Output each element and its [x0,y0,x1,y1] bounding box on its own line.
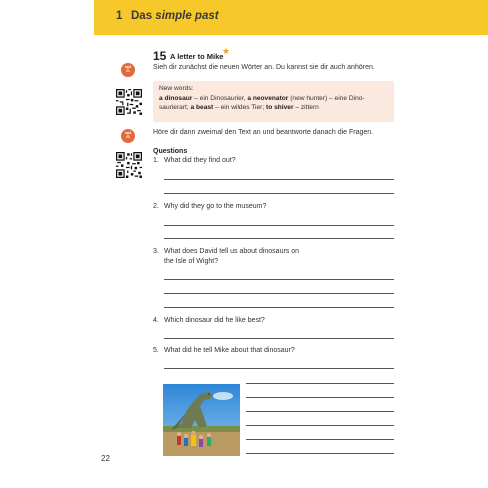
audio-track-badge[interactable]: mp3 02 [121,129,135,143]
question: 4. Which dinosaur did he like best? [153,317,265,324]
chapter-number: 1 [116,10,123,22]
question: 1. What did they find out? [153,157,236,164]
answer-line[interactable] [246,411,394,412]
answer-line[interactable] [246,439,394,440]
vocabulary-box [153,81,394,122]
answer-line[interactable] [164,193,394,194]
answer-line[interactable] [246,453,394,454]
answer-line[interactable] [164,338,394,339]
star-icon: ★ [222,46,231,56]
vocab-line: saurierart; a beast – ein wildes Tier; to shiver – zittern [159,104,319,111]
vocab-heading: New words: [159,85,194,92]
page-number: 22 [101,454,110,463]
answer-line[interactable] [164,179,394,180]
answer-line[interactable] [164,368,394,369]
vocab-line: a dinosaur – ein Dinosaurier, a neovenator (new hunter) – eine Dino- [159,94,365,102]
answer-line[interactable] [246,397,394,398]
answer-line[interactable] [164,307,394,308]
question: 3. What does David tell us about dinosaurs on the Isle of Wight? [153,248,300,265]
answer-line[interactable] [246,425,394,426]
answer-line[interactable] [164,225,394,226]
instruction-text: Höre dir dann zweimal den Text an und beantworte danach die Fragen. [153,129,374,136]
answer-line[interactable] [246,383,394,384]
question: 5. What did he tell Mike about that dinosaur? [153,347,295,354]
chapter-header [94,0,488,35]
dinosaur-photo [163,384,240,456]
audio-track-badge[interactable]: mp3 01 [121,63,135,77]
qr-code-icon[interactable] [116,89,142,115]
answer-line[interactable] [164,238,394,239]
answer-line[interactable] [164,293,394,294]
exercise-title: A letter to Mike [170,52,224,61]
instruction-text: Sieh dir zunächst die neuen Wörter an. Du kannst sie dir auch anhören. [153,64,375,71]
question: 2. Why did they go to the museum? [153,203,267,210]
chapter-title: Das simple past [131,10,219,22]
exercise-number: 15 [153,49,167,63]
qr-code-icon[interactable] [116,152,142,178]
questions-heading: Questions [153,148,188,155]
answer-line[interactable] [164,279,394,280]
